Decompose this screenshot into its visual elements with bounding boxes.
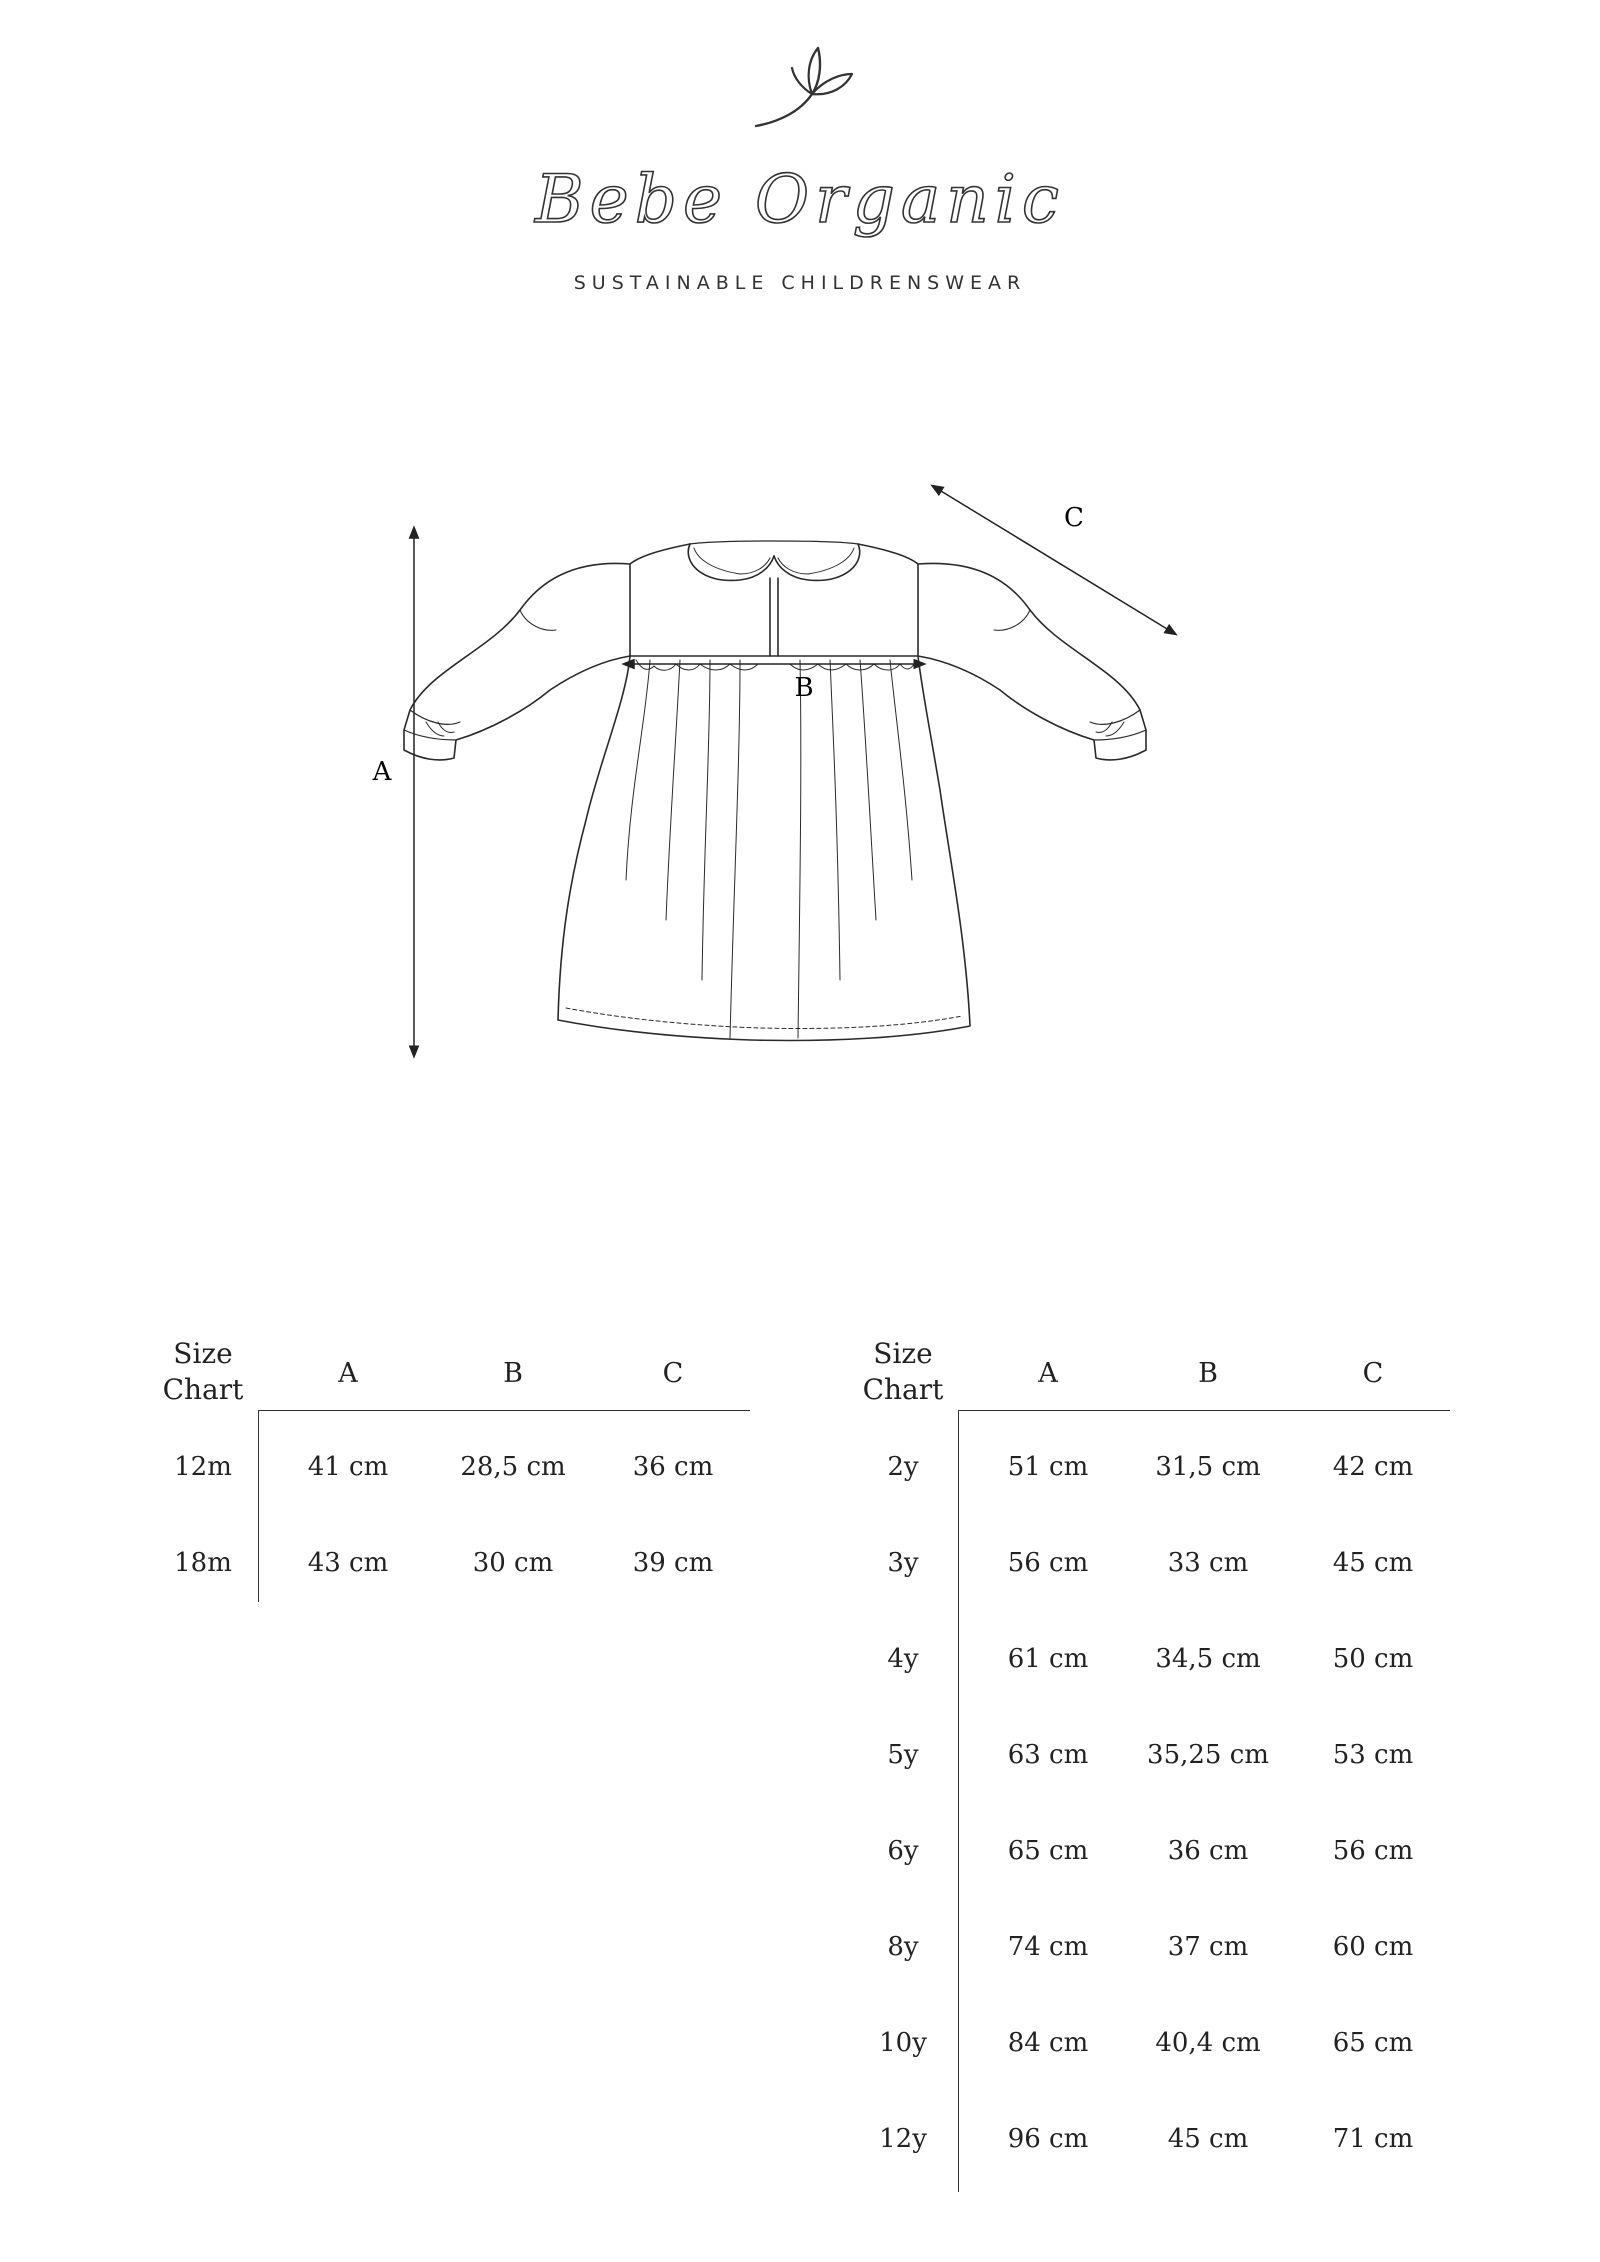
brand-name: [500, 150, 1100, 260]
table-left-row-12m-c: 36 cm: [632, 1452, 714, 1482]
brand-tagline: SUSTAINABLE CHILDRENSWEAR: [573, 272, 1027, 294]
table-right-row-6y-c: 56 cm: [1332, 1836, 1414, 1866]
table-right-header-c: C: [1362, 1358, 1384, 1389]
table-right-row-10y-size: 10y: [879, 2028, 927, 2058]
table-right-row-2y-size: 2y: [887, 1452, 919, 1482]
table-right-row-2y-b: 31,5 cm: [1155, 1452, 1261, 1482]
table-right-header-rule: [958, 1410, 1450, 1411]
table-right-row-10y-c: 65 cm: [1332, 2028, 1414, 2058]
table-right-row-3y-a: 56 cm: [1007, 1548, 1089, 1578]
table-right-row-6y-a: 65 cm: [1007, 1836, 1089, 1866]
table-right-row-8y-b: 37 cm: [1167, 1932, 1249, 1962]
table-left-header-size-line1: Size: [173, 1337, 233, 1370]
table-left-row-12m-b: 28,5 cm: [460, 1452, 566, 1482]
table-right-row-5y-c: 53 cm: [1332, 1740, 1414, 1770]
table-left-row-18m-b: 30 cm: [472, 1548, 554, 1578]
table-left-header-size-line2: Chart: [162, 1373, 244, 1406]
table-left-header-size: [150, 1336, 256, 1408]
size-table-right: [850, 1330, 1450, 2230]
table-left-header-b: B: [503, 1358, 523, 1389]
table-left-header-a: A: [338, 1358, 358, 1389]
table-right-row-5y-a: 63 cm: [1007, 1740, 1089, 1770]
table-right-row-4y-c: 50 cm: [1332, 1644, 1414, 1674]
dimension-c-label: C: [1064, 503, 1084, 533]
table-right-row-8y-c: 60 cm: [1332, 1932, 1414, 1962]
table-right-header-size: [850, 1336, 956, 1408]
table-right-row-12y-a: 96 cm: [1007, 2124, 1089, 2154]
table-right-row-10y-a: 84 cm: [1007, 2028, 1089, 2058]
dimension-a-label: A: [372, 757, 392, 787]
table-right-row-10y-b: 40,4 cm: [1155, 2028, 1261, 2058]
table-right-header-a: A: [1038, 1358, 1058, 1389]
table-right-row-6y-size: 6y: [887, 1836, 919, 1866]
table-left-header-rule: [258, 1410, 750, 1411]
table-left-row-18m-a: 43 cm: [307, 1548, 389, 1578]
table-left-column-rule: [258, 1410, 259, 1602]
table-right-row-3y-b: 33 cm: [1167, 1548, 1249, 1578]
table-right-row-12y-b: 45 cm: [1167, 2124, 1249, 2154]
table-right-header-b: B: [1198, 1358, 1218, 1389]
table-right-row-3y-size: 3y: [887, 1548, 919, 1578]
table-right-header-size-line1: Size: [873, 1337, 933, 1370]
table-right-row-2y-a: 51 cm: [1007, 1452, 1089, 1482]
table-right-row-4y-size: 4y: [887, 1644, 919, 1674]
table-right-row-12y-c: 71 cm: [1332, 2124, 1414, 2154]
leaf-sprig-icon: [748, 34, 858, 134]
table-right-row-8y-a: 74 cm: [1007, 1932, 1089, 1962]
table-left-row-12m-a: 41 cm: [307, 1452, 389, 1482]
table-right-row-12y-size: 12y: [879, 2124, 927, 2154]
table-right-row-3y-c: 45 cm: [1332, 1548, 1414, 1578]
table-right-row-4y-a: 61 cm: [1007, 1644, 1089, 1674]
brand-name-text: Bebe Organic: [535, 161, 1065, 238]
table-right-row-2y-c: 42 cm: [1332, 1452, 1414, 1482]
table-left-header-c: C: [662, 1358, 684, 1389]
table-right-row-8y-size: 8y: [887, 1932, 919, 1962]
table-left-row-12m-size: 12m: [174, 1452, 232, 1482]
table-right-row-5y-b: 35,25 cm: [1147, 1740, 1269, 1770]
dress-diagram: [330, 460, 1230, 1080]
dimension-b-label: B: [794, 673, 814, 703]
table-right-column-rule: [958, 1410, 959, 2192]
table-right-row-5y-size: 5y: [887, 1740, 919, 1770]
table-right-header-size-line2: Chart: [862, 1373, 944, 1406]
table-left-row-18m-size: 18m: [174, 1548, 232, 1578]
dimension-c-arrow: [936, 488, 1172, 632]
table-right-row-6y-b: 36 cm: [1167, 1836, 1249, 1866]
size-table-left: [150, 1330, 750, 1630]
table-left-row-18m-c: 39 cm: [632, 1548, 714, 1578]
dress-illustration: [404, 541, 1146, 1040]
table-right-row-4y-b: 34,5 cm: [1155, 1644, 1261, 1674]
